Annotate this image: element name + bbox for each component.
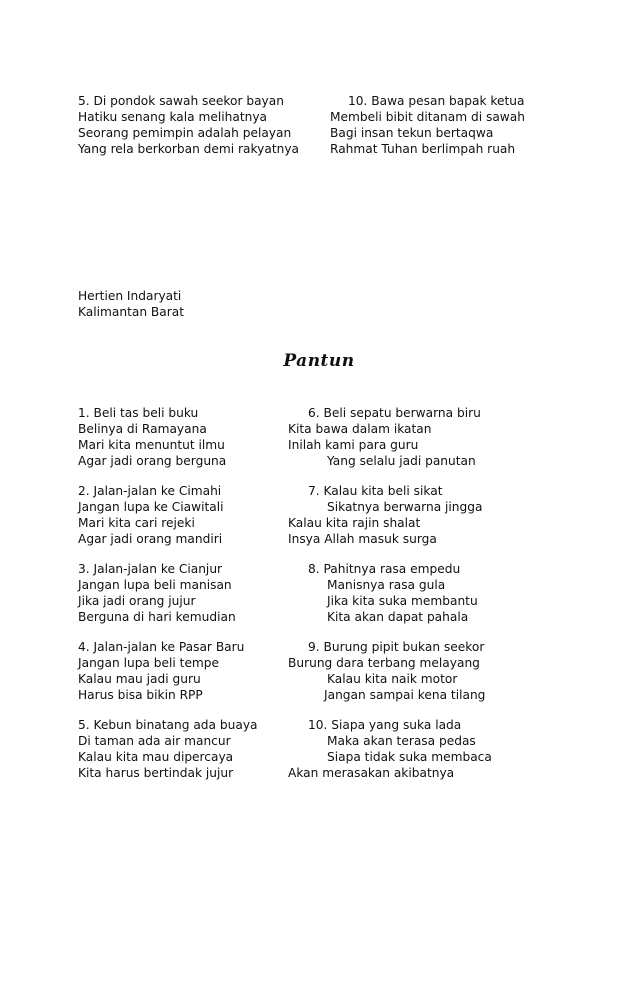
verse-line: Berguna di hari kemudian bbox=[78, 610, 236, 624]
verse-line: Kalau kita naik motor bbox=[327, 672, 458, 686]
verse-line: Insya Allah masuk surga bbox=[288, 532, 437, 546]
stanza-9 bbox=[288, 639, 485, 703]
verse-line: 10. Siapa yang suka lada bbox=[308, 718, 462, 732]
stanza-10 bbox=[288, 717, 492, 781]
verse-line: 4. Jalan-jalan ke Pasar Baru bbox=[78, 640, 245, 654]
verse-line: Manisnya rasa gula bbox=[327, 578, 446, 592]
verse-line: 6. Beli sepatu berwarna biru bbox=[308, 406, 481, 420]
stanza-1 bbox=[78, 405, 226, 469]
verse-line: Membeli bibit ditanam di sawah bbox=[330, 110, 525, 124]
verse-line: Jangan sampai kena tilang bbox=[324, 688, 486, 702]
verse-line: Akan merasakan akibatnya bbox=[288, 766, 455, 780]
verse-line: 5. Di pondok sawah seekor bayan bbox=[78, 94, 284, 108]
author-region: Kalimantan Barat bbox=[78, 305, 185, 319]
author-name: Hertien Indaryati bbox=[78, 289, 182, 303]
author-block bbox=[78, 288, 184, 320]
stanza-4 bbox=[78, 639, 244, 703]
stanza-top-right bbox=[330, 93, 525, 157]
stanza-5 bbox=[78, 717, 258, 781]
stanza-2 bbox=[78, 483, 224, 547]
verse-line: Belinya di Ramayana bbox=[78, 422, 207, 436]
verse-line: Sikatnya berwarna jingga bbox=[327, 500, 483, 514]
verse-line: Kita harus bertindak jujur bbox=[78, 766, 234, 780]
verse-line: Burung dara terbang melayang bbox=[288, 656, 480, 670]
verse-line: Jangan lupa ke Ciawitali bbox=[78, 500, 224, 514]
verse-line: Seorang pemimpin adalah pelayan bbox=[78, 126, 292, 140]
verse-line: 10. Bawa pesan bapak ketua bbox=[348, 94, 525, 108]
verse-line: Kita bawa dalam ikatan bbox=[288, 422, 432, 436]
verse-line: 5. Kebun binatang ada buaya bbox=[78, 718, 258, 732]
stanza-7 bbox=[288, 483, 482, 547]
verse-line: Kalau kita rajin shalat bbox=[288, 516, 421, 530]
verse-line: 9. Burung pipit bukan seekor bbox=[308, 640, 485, 654]
verse-line: Di taman ada air mancur bbox=[78, 734, 231, 748]
verse-line: Harus bisa bikin RPP bbox=[78, 688, 203, 702]
verse-line: Hatiku senang kala melihatnya bbox=[78, 110, 268, 124]
verse-line: Maka akan terasa pedas bbox=[327, 734, 476, 748]
verse-line: Jika jadi orang jujur bbox=[78, 594, 196, 608]
stanza-6 bbox=[288, 405, 481, 469]
verse-line: 3. Jalan-jalan ke Cianjur bbox=[78, 562, 223, 576]
verse-line: Yang selalu jadi panutan bbox=[327, 454, 476, 468]
verse-line: Jika kita suka membantu bbox=[327, 594, 478, 608]
verse-line: Siapa tidak suka membaca bbox=[327, 750, 492, 764]
verse-line: Bagi insan tekun bertaqwa bbox=[330, 126, 494, 140]
verse-line: Jangan lupa beli tempe bbox=[78, 656, 220, 670]
verse-line: Mari kita cari rejeki bbox=[78, 516, 195, 530]
stanza-8 bbox=[288, 561, 478, 625]
verse-line: 7. Kalau kita beli sikat bbox=[308, 484, 443, 498]
verse-line: Agar jadi orang mandiri bbox=[78, 532, 223, 546]
verse-line: Kalau mau jadi guru bbox=[78, 672, 201, 686]
verse-line: Kalau kita mau dipercaya bbox=[78, 750, 234, 764]
verse-line: Rahmat Tuhan berlimpah ruah bbox=[330, 142, 516, 156]
verse-line: 2. Jalan-jalan ke Cimahi bbox=[78, 484, 222, 498]
verse-line: Yang rela berkorban demi rakyatnya bbox=[78, 142, 300, 156]
verse-line: Jangan lupa beli manisan bbox=[78, 578, 232, 592]
verse-line: Inilah kami para guru bbox=[288, 438, 419, 452]
verse-line: Kita akan dapat pahala bbox=[327, 610, 469, 624]
verse-line: Mari kita menuntut ilmu bbox=[78, 438, 225, 452]
verse-line: 1. Beli tas beli buku bbox=[78, 406, 199, 420]
stanza-top-left bbox=[78, 93, 299, 157]
verse-line: 8. Pahitnya rasa empedu bbox=[308, 562, 461, 576]
page-title: Pantun bbox=[283, 351, 355, 371]
stanza-3 bbox=[78, 561, 236, 625]
verse-line: Agar jadi orang berguna bbox=[78, 454, 227, 468]
